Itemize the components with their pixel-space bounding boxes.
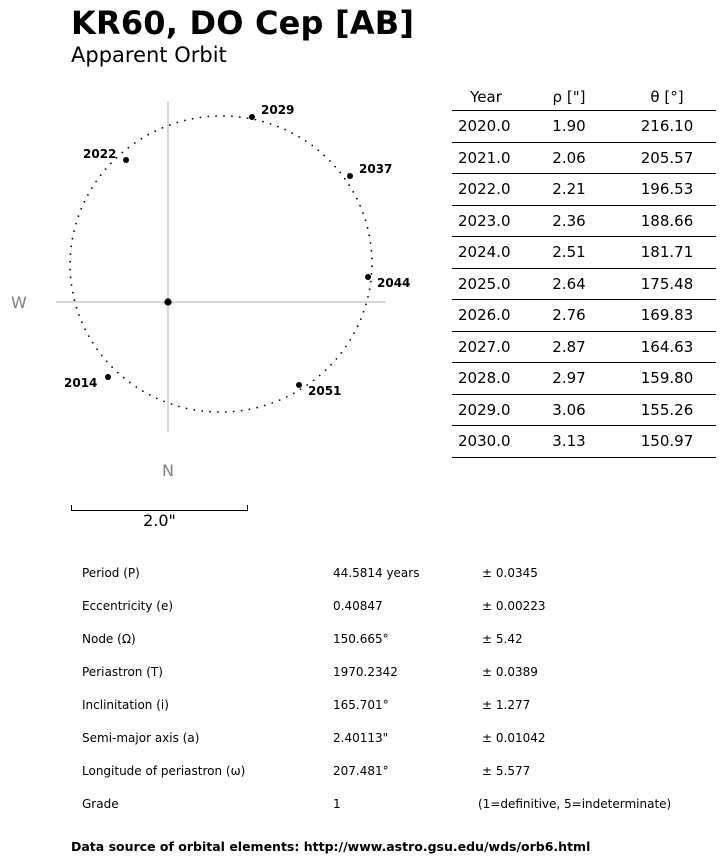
year-cell: 2025.0	[452, 268, 520, 300]
rho-cell: 2.64	[520, 268, 618, 300]
element-name: Node (Ω)	[82, 632, 136, 646]
element-error: ± 5.577	[482, 764, 531, 778]
column-header-theta: θ [°]	[618, 84, 716, 111]
element-error: ± 0.00223	[482, 599, 546, 613]
year-cell: 2023.0	[452, 205, 520, 237]
table-row	[452, 205, 716, 237]
theta-cell: 205.57	[618, 142, 716, 174]
epoch-label: 2051	[308, 384, 342, 398]
rho-cell: 2.51	[520, 237, 618, 269]
theta-cell: 196.53	[618, 174, 716, 206]
element-name: Periastron (T)	[82, 665, 163, 679]
element-name: Semi-major axis (a)	[82, 731, 200, 745]
element-name: Grade	[82, 797, 119, 811]
column-header-year: Year	[452, 84, 520, 111]
element-error: ± 0.0389	[482, 665, 538, 679]
rho-cell: 3.13	[520, 426, 618, 458]
theta-cell: 175.48	[618, 268, 716, 300]
element-value: 165.701°	[333, 698, 389, 712]
year-cell: 2022.0	[452, 174, 520, 206]
element-name: Period (P)	[82, 566, 140, 580]
rho-cell: 1.90	[520, 111, 618, 143]
epoch-marker	[347, 173, 353, 179]
orbit-plot	[0, 90, 440, 480]
epoch-marker	[123, 157, 129, 163]
year-cell: 2024.0	[452, 237, 520, 269]
year-cell: 2026.0	[452, 300, 520, 332]
rho-cell: 2.87	[520, 331, 618, 363]
table-row	[452, 363, 716, 395]
scale-bar-label: 2.0"	[143, 511, 176, 530]
rho-cell: 2.21	[520, 174, 618, 206]
column-header-rho: ρ ["]	[520, 84, 618, 111]
table-row	[452, 268, 716, 300]
element-error: ± 1.277	[482, 698, 531, 712]
year-cell: 2027.0	[452, 331, 520, 363]
table-row	[452, 300, 716, 332]
year-cell: 2020.0	[452, 111, 520, 143]
theta-cell: 181.71	[618, 237, 716, 269]
element-error: (1=definitive, 5=indeterminate)	[478, 797, 672, 811]
theta-cell: 169.83	[618, 300, 716, 332]
table-row	[452, 237, 716, 269]
west-label: W	[11, 293, 27, 312]
table-row	[452, 142, 716, 174]
rho-cell: 2.76	[520, 300, 618, 332]
page-title: KR60, DO Cep [AB]	[71, 4, 415, 42]
epoch-label: 2044	[377, 276, 411, 290]
epoch-label: 2037	[359, 162, 393, 176]
primary-star	[164, 298, 171, 305]
year-cell: 2030.0	[452, 426, 520, 458]
page-subtitle: Apparent Orbit	[71, 43, 227, 67]
element-value: 44.5814 years	[333, 566, 420, 580]
theta-cell: 216.10	[618, 111, 716, 143]
epoch-marker	[365, 274, 371, 280]
theta-cell: 155.26	[618, 394, 716, 426]
table-row	[452, 111, 716, 143]
element-value: 2.40113"	[333, 731, 389, 745]
epoch-label: 2029	[261, 103, 295, 117]
theta-cell: 188.66	[618, 205, 716, 237]
epoch-marker	[105, 374, 111, 380]
element-value: 1	[333, 797, 341, 811]
element-error: ± 5.42	[482, 632, 523, 646]
element-name: Longitude of periastron (ω)	[82, 764, 246, 778]
element-value: 150.665°	[333, 632, 389, 646]
epoch-marker	[249, 114, 255, 120]
epoch-label: 2022	[83, 147, 117, 161]
table-row	[452, 174, 716, 206]
table-header-row	[452, 84, 716, 111]
rho-cell: 3.06	[520, 394, 618, 426]
year-cell: 2028.0	[452, 363, 520, 395]
table-row	[452, 426, 716, 458]
element-error: ± 0.01042	[482, 731, 546, 745]
epoch-marker	[296, 382, 302, 388]
table-row	[452, 331, 716, 363]
element-value: 1970.2342	[333, 665, 398, 679]
year-cell: 2021.0	[452, 142, 520, 174]
year-cell: 2029.0	[452, 394, 520, 426]
element-error: ± 0.0345	[482, 566, 538, 580]
north-label: N	[162, 461, 174, 480]
element-value: 0.40847	[333, 599, 383, 613]
table-row	[452, 394, 716, 426]
theta-cell: 164.63	[618, 331, 716, 363]
year-markers	[64, 103, 410, 398]
rho-cell: 2.06	[520, 142, 618, 174]
data-source-note: Data source of orbital elements: http://www.astro.gsu.edu/wds/orb6.html	[71, 839, 591, 854]
rho-cell: 2.97	[520, 363, 618, 395]
rho-cell: 2.36	[520, 205, 618, 237]
element-name: Inclinitation (i)	[82, 698, 169, 712]
theta-cell: 150.97	[618, 426, 716, 458]
element-name: Eccentricity (e)	[82, 599, 174, 613]
ephemeris-table	[452, 84, 716, 458]
element-value: 207.481°	[333, 764, 389, 778]
theta-cell: 159.80	[618, 363, 716, 395]
epoch-label: 2014	[64, 376, 98, 390]
